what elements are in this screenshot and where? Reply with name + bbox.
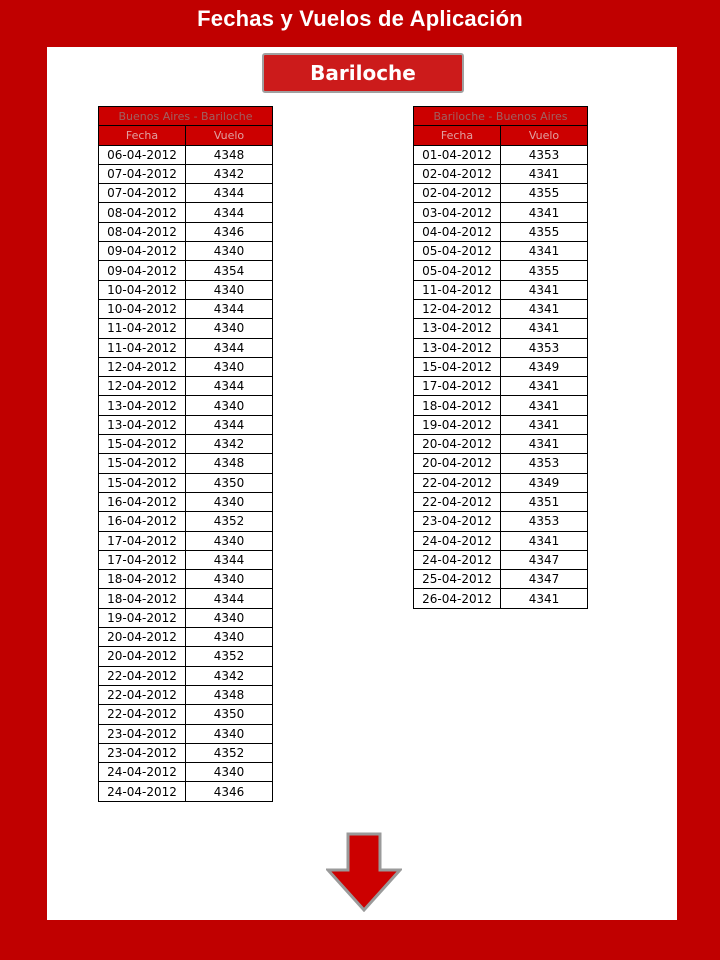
date-cell: 18-04-2012 [99,589,186,608]
table-row [99,184,273,203]
table-row [99,299,273,318]
date-cell: 24-04-2012 [99,763,186,782]
flight-cell: 4344 [186,589,273,608]
date-cell: 22-04-2012 [99,666,186,685]
date-cell: 20-04-2012 [99,628,186,647]
date-cell: 17-04-2012 [99,531,186,550]
flight-cell: 4344 [186,203,273,222]
date-cell: 19-04-2012 [99,608,186,627]
table-row [414,512,588,531]
date-cell: 11-04-2012 [414,280,501,299]
date-cell: 09-04-2012 [99,261,186,280]
date-cell: 22-04-2012 [99,685,186,704]
flight-cell: 4341 [501,164,588,183]
flight-cell: 4341 [501,319,588,338]
flight-cell: 4340 [186,608,273,627]
flight-cell: 4352 [186,743,273,762]
table-row [99,164,273,183]
flight-cell: 4348 [186,145,273,164]
flight-cell: 4341 [501,589,588,608]
flight-cell: 4341 [501,242,588,261]
flight-cell: 4340 [186,319,273,338]
flight-cell: 4340 [186,628,273,647]
flight-cell: 4342 [186,666,273,685]
table-row [99,589,273,608]
table-row [414,550,588,569]
table-row [414,299,588,318]
table-route-header: Bariloche - Buenos Aires [414,107,588,126]
table-row [99,492,273,511]
table-row [99,743,273,762]
date-cell: 08-04-2012 [99,203,186,222]
date-cell: 20-04-2012 [99,647,186,666]
flight-cell: 4342 [186,435,273,454]
date-cell: 19-04-2012 [414,415,501,434]
table-row [99,628,273,647]
date-cell: 11-04-2012 [99,338,186,357]
table-row [99,357,273,376]
date-cell: 09-04-2012 [99,242,186,261]
table-row [99,782,273,801]
table-row [99,319,273,338]
table-row [99,705,273,724]
date-cell: 23-04-2012 [414,512,501,531]
flight-cell: 4340 [186,280,273,299]
flight-cell: 4341 [501,531,588,550]
date-cell: 15-04-2012 [99,473,186,492]
flight-cell: 4347 [501,550,588,569]
table-row [99,145,273,164]
date-cell: 05-04-2012 [414,242,501,261]
flight-cell: 4340 [186,570,273,589]
date-cell: 16-04-2012 [99,492,186,511]
date-cell: 23-04-2012 [99,743,186,762]
flight-cell: 4355 [501,222,588,241]
date-cell: 17-04-2012 [414,377,501,396]
column-header-flight: Vuelo [186,126,273,145]
date-cell: 22-04-2012 [99,705,186,724]
date-cell: 25-04-2012 [414,570,501,589]
date-cell: 11-04-2012 [99,319,186,338]
date-cell: 16-04-2012 [99,512,186,531]
date-cell: 10-04-2012 [99,299,186,318]
table-row [414,415,588,434]
date-cell: 24-04-2012 [414,550,501,569]
table-row [414,473,588,492]
table-row [414,589,588,608]
flight-cell: 4344 [186,299,273,318]
date-cell: 22-04-2012 [414,492,501,511]
table-row [99,531,273,550]
column-header-flight: Vuelo [501,126,588,145]
table-row [414,454,588,473]
date-cell: 18-04-2012 [99,570,186,589]
flight-cell: 4348 [186,685,273,704]
table-route-header: Buenos Aires - Bariloche [99,107,273,126]
return-flights-table [413,106,588,609]
date-cell: 15-04-2012 [99,454,186,473]
date-cell: 20-04-2012 [414,435,501,454]
table-row [99,666,273,685]
date-cell: 07-04-2012 [99,164,186,183]
date-cell: 12-04-2012 [414,299,501,318]
table-row [99,396,273,415]
flight-cell: 4341 [501,377,588,396]
date-cell: 10-04-2012 [99,280,186,299]
table-row [99,454,273,473]
flight-cell: 4341 [501,415,588,434]
table-row [99,203,273,222]
table-row [99,550,273,569]
table-row [414,145,588,164]
flight-cell: 4353 [501,338,588,357]
table-row [99,377,273,396]
date-cell: 07-04-2012 [99,184,186,203]
date-cell: 13-04-2012 [99,415,186,434]
table-row [414,377,588,396]
date-cell: 13-04-2012 [414,338,501,357]
flight-cell: 4348 [186,454,273,473]
flight-cell: 4352 [186,512,273,531]
flight-cell: 4346 [186,782,273,801]
table-row [99,435,273,454]
flight-cell: 4344 [186,550,273,569]
date-cell: 08-04-2012 [99,222,186,241]
date-cell: 22-04-2012 [414,473,501,492]
table-row [414,338,588,357]
flight-cell: 4344 [186,338,273,357]
flight-cell: 4340 [186,357,273,376]
column-header-date: Fecha [99,126,186,145]
flight-cell: 4353 [501,454,588,473]
table-row [414,492,588,511]
table-row [99,473,273,492]
flight-cell: 4344 [186,415,273,434]
flight-cell: 4350 [186,473,273,492]
flight-cell: 4340 [186,763,273,782]
table-row [99,338,273,357]
flight-cell: 4346 [186,222,273,241]
date-cell: 15-04-2012 [99,435,186,454]
date-cell: 06-04-2012 [99,145,186,164]
down-arrow-icon-graphic [326,832,402,912]
date-cell: 13-04-2012 [99,396,186,415]
table-row [414,222,588,241]
flight-cell: 4349 [501,473,588,492]
table-row [414,435,588,454]
outbound-flights-table [98,106,273,802]
flight-cell: 4350 [186,705,273,724]
flight-cell: 4347 [501,570,588,589]
table-row [99,685,273,704]
flight-cell: 4353 [501,512,588,531]
date-cell: 18-04-2012 [414,396,501,415]
table-row [414,396,588,415]
table-row [99,261,273,280]
date-cell: 12-04-2012 [99,377,186,396]
flight-cell: 4340 [186,492,273,511]
date-cell: 17-04-2012 [99,550,186,569]
flight-cell: 4340 [186,396,273,415]
flight-cell: 4341 [501,299,588,318]
flight-cell: 4352 [186,647,273,666]
table-row [99,242,273,261]
flight-cell: 4355 [501,184,588,203]
flight-cell: 4341 [501,203,588,222]
flight-cell: 4344 [186,184,273,203]
table-row [99,724,273,743]
table-row [99,222,273,241]
flight-cell: 4341 [501,435,588,454]
flight-cell: 4349 [501,357,588,376]
table-row [99,608,273,627]
table-row [414,531,588,550]
destination-badge: Bariloche [262,53,464,93]
date-cell: 24-04-2012 [99,782,186,801]
date-cell: 05-04-2012 [414,261,501,280]
table-row [414,184,588,203]
flight-cell: 4355 [501,261,588,280]
date-cell: 23-04-2012 [99,724,186,743]
date-cell: 24-04-2012 [414,531,501,550]
table-row [414,280,588,299]
table-row [99,415,273,434]
date-cell: 04-04-2012 [414,222,501,241]
flight-cell: 4353 [501,145,588,164]
table-row [99,647,273,666]
flight-cell: 4342 [186,164,273,183]
flight-cell: 4351 [501,492,588,511]
table-row [414,203,588,222]
date-cell: 02-04-2012 [414,184,501,203]
table-row [414,570,588,589]
table-row [99,280,273,299]
table-row [414,242,588,261]
flight-cell: 4341 [501,280,588,299]
flight-cell: 4340 [186,242,273,261]
down-arrow-icon[interactable] [326,832,402,912]
column-header-date: Fecha [414,126,501,145]
date-cell: 13-04-2012 [414,319,501,338]
date-cell: 26-04-2012 [414,589,501,608]
table-row [414,164,588,183]
flight-cell: 4354 [186,261,273,280]
page-title: Fechas y Vuelos de Aplicación [197,6,523,31]
table-row [99,512,273,531]
table-row [99,570,273,589]
flight-cell: 4340 [186,531,273,550]
date-cell: 15-04-2012 [414,357,501,376]
date-cell: 03-04-2012 [414,203,501,222]
date-cell: 20-04-2012 [414,454,501,473]
flight-cell: 4344 [186,377,273,396]
date-cell: 12-04-2012 [99,357,186,376]
flight-cell: 4340 [186,724,273,743]
table-row [414,261,588,280]
date-cell: 02-04-2012 [414,164,501,183]
table-row [99,763,273,782]
table-row [414,357,588,376]
table-row [414,319,588,338]
flight-cell: 4341 [501,396,588,415]
date-cell: 01-04-2012 [414,145,501,164]
